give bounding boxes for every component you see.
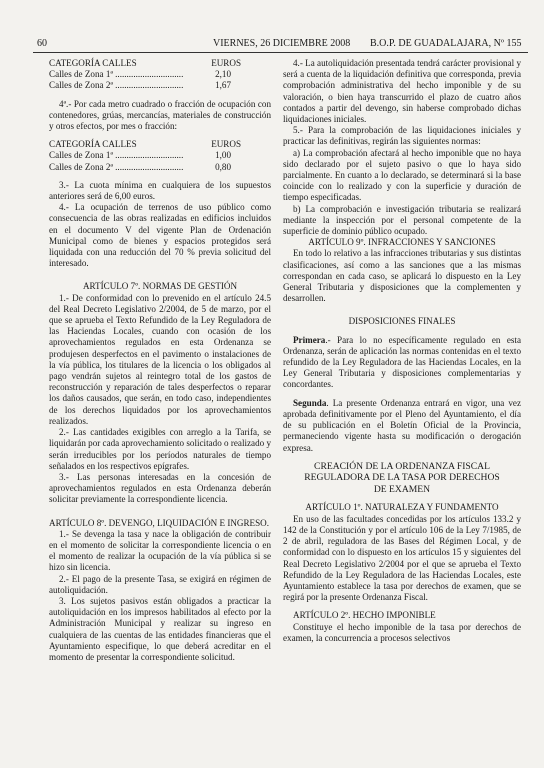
segunda-paragraph xyxy=(283,398,521,454)
row-label: Calles de Zona 1ª .............................. xyxy=(49,69,184,80)
table-row xyxy=(49,69,271,80)
page-header xyxy=(0,38,544,52)
table-row xyxy=(49,80,271,91)
row-label: Calles de Zona 2ª .............................. xyxy=(49,161,184,172)
paragraph-3: 3.- La cuota mínima en cualquiera de los supuestos anteriores será de 6,00 euros. xyxy=(49,179,271,202)
right-column xyxy=(283,58,521,644)
bulletin-name: B.O.P. DE GUADALAJARA, Nº 155 xyxy=(370,38,522,49)
fee-table-header xyxy=(49,139,271,150)
row-label: Calles de Zona 2ª .............................. xyxy=(49,80,184,91)
paragraph-b: b) La comprobación e investigación tributaria se realizará mediante la inspección por el personal competente de la superficie de dominio público ocupado. xyxy=(283,203,521,237)
article-7-title: ARTÍCULO 7º. NORMAS DE GESTIÓN xyxy=(82,281,238,292)
header-rule xyxy=(33,52,528,53)
paragraph-a: a) La comprobación afectará al hecho imponible que no haya sido declarado por el sujeto pasivo o que lo haya sido parcialmente. En cuanto a lo declarado, se determinará si la base coincide con lo realizado y con la superficie y duración de tiempo especificadas. xyxy=(283,147,521,203)
primera-paragraph xyxy=(283,335,521,391)
segunda-label: Segunda xyxy=(293,397,327,408)
table-col-category: CATEGORÍA CALLES xyxy=(49,139,137,150)
fee-table-header xyxy=(49,58,271,69)
paragraph-4: 4.- La ocupación de terrenos de uso público como consecuencia de las obras realizadas en edificios incluidos en el documento V del vigente Plan de Ordenación Municipal como de bienes y espacios protegidos será liquidada con una reducción del 70 % previa solicitud del interesado. xyxy=(49,202,271,269)
article-8-paragraph-3: 3. Los sujetos pasivos están obligados a practicar la autoliquidación en los impresos habilitados al efecto por la Administración Municipal y realizar su ingreso en cualquiera de las cuentas de las entidades financieras que el Ayuntamiento especifique, lo que deberá acreditar en el momento de presentar la correspondiente solicitud. xyxy=(49,595,271,662)
table-row xyxy=(49,150,271,161)
paragraph-4-right: 4.- La autoliquidación presentada tendrá carácter provisional y será a cuenta de la liquidación definitiva que corresponda, previa comprobación administrativa del hecho imponible y de su valoración, o bien haya transcurrido el plazo de cuatro años contados a partir del devengo, sin haberse comprobado dichas liquidaciones iniciales. xyxy=(283,58,521,125)
article-8-paragraph-2: 2.- El pago de la presente Tasa, se exigirá en régimen de autoliquidación. xyxy=(49,573,271,595)
table-col-euros: EUROS xyxy=(211,58,241,68)
article-7-paragraph-3: 3.- Las personas interesadas en la concesión de aprovechamientos regulados en esta Ordenanza deberán solicitar previamente la correspondiente licencia. xyxy=(49,471,271,505)
primera-label: Primera xyxy=(293,334,326,345)
left-column xyxy=(49,58,271,663)
article-7-paragraph-2: 2.- Las cantidades exigibles con arreglo a la Tarifa, se liquidarán por cada aprovechamiento solicitado o realizado y serán irreducibles por los períodos naturales de tiempo señalados en los respectivos epígrafes. xyxy=(49,427,271,471)
row-label: Calles de Zona 1ª .............................. xyxy=(49,150,184,161)
ordinance-creation-title: CREACIÓN DE LA ORDENANZA FISCAL REGULADORA DE LA TASA POR DERECHOS DE EXAMEN xyxy=(304,460,500,495)
table-row xyxy=(49,162,271,173)
table-col-euros: EUROS xyxy=(211,139,241,150)
article-2-paragraph: Constituye el hecho imponible de la tasa por derechos de examen, la concurrencia a procesos selectivos xyxy=(283,621,521,643)
article-9-paragraph: En todo lo relativo a las infracciones tributarias y sus distintas clasificaciones, así como a las sanciones que a las mismas correspondan en cada caso, se aplicará lo dispuesto en la Ley General Tributaria y disposiciones que la complementen y desarrollen. xyxy=(283,248,521,304)
paragraph-4a: 4ª.- Por cada metro cuadrado o fracción de ocupación con contenedores, grúas, mercancías, materiales de construcción y otros efectos, por mes o fracción: xyxy=(49,98,271,132)
article-7-paragraph-1: 1.- De conformidad con lo prevenido en el artículo 24.5 del Real Decreto Legislativo 2/2004, de 5 de marzo, por el que se aprueba el Texto Refundido de la Ley Reguladora de las Haciendas Locales, cuando con ocasión de los aprovechamientos regulados en esta Ordenanza se produjesen desperfectos en el pavimento o instalaciones de la vía pública, los titulares de la licencia o los obligados al pago vendrán sujetos al reintegro total de los gastos de reconstrucción y reparación de tales desperfectos o reparar los daños causados, que serán, en todo caso, independientes de los derechos liquidados por los aprovechamientos realizados. xyxy=(49,292,271,426)
table-col-category: CATEGORÍA CALLES xyxy=(49,58,137,68)
article-8-paragraph-1: 1.- Se devenga la tasa y nace la obligación de contribuir en el momento de solicitar la correspondiente licencia o en el momento de realizar la ocupación de la vía pública si se hizo sin licencia. xyxy=(49,528,271,573)
row-value: 0,80 xyxy=(215,161,231,172)
article-1-paragraph: En uso de las facultades concedidas por los artículos 133.2 y 142 de la Constitución y por el artículo 106 de la Ley 7/1985, de 2 de abril, reguladora de las Bases del Régimen Local, y de conformidad con lo dispuesto en los artículos 15 y siguientes del Real Decreto Legislativo 2/2004 por el que se aprueba el Texto Refundido de la Ley Reguladora de las Haciendas Locales, este Ayuntamiento establece la tasa por derechos de examen, que se regirá por la presente Ordenanza Fiscal. xyxy=(283,513,521,603)
segunda-text: . La presente Ordenanza entrará en vigor, una vez aprobada definitivamente por el Pleno del Ayuntamiento, el día de su publicación en el Boletín Oficial de la Provincia, permaneciendo vigente hasta su modificación o derogación expresa. xyxy=(283,397,521,453)
article-9-title: ARTÍCULO 9º. INFRACCIONES Y SANCIONES xyxy=(308,237,496,248)
article-8-title: ARTÍCULO 8º. DEVENGO, LIQUIDACIÓN E INGRESO. xyxy=(49,517,269,528)
article-1-title: ARTÍCULO 1º. NATURALEZA Y FUNDAMENTO xyxy=(305,502,499,513)
fee-table-1 xyxy=(49,58,271,92)
paragraph-5: 5.- Para la comprobación de las liquidaciones iniciales y practicar las definitivas, regirán las siguientes normas: xyxy=(283,125,521,147)
row-value: 2,10 xyxy=(215,69,231,80)
page-number: 60 xyxy=(37,38,47,49)
primera-text: .- Para lo no específicamente regulado en esta Ordenanza, serán de aplicación las normas contenidas en el texto refundido de la Ley Reguladora de las Haciendas Locales, en la Ley General Tributaria y disposiciones complementarias y concordantes. xyxy=(283,334,521,390)
row-value: 1,00 xyxy=(215,150,231,161)
fee-table-2 xyxy=(49,139,271,173)
article-2-title: ARTÍCULO 2º. HECHO IMPONIBLE xyxy=(293,610,436,621)
final-provisions-title: DISPOSICIONES FINALES xyxy=(348,316,456,327)
issue-date: VIERNES, 26 DICIEMBRE 2008 xyxy=(213,38,351,49)
row-value: 1,67 xyxy=(215,80,231,91)
